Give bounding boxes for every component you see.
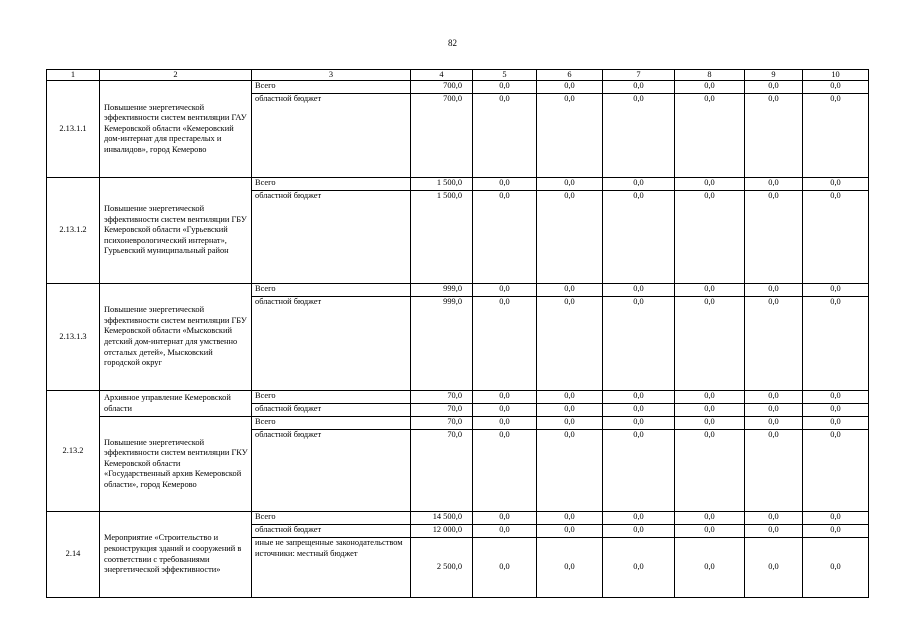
zero-cell: 0,0 [537, 191, 603, 284]
zero-cell: 0,0 [745, 178, 803, 191]
zero-cell: 0,0 [803, 297, 869, 391]
zero-cell: 0,0 [745, 94, 803, 178]
zero-cell: 0,0 [603, 94, 675, 178]
zero-cell: 0,0 [603, 178, 675, 191]
value-cell: 70,0 [411, 430, 473, 512]
zero-cell: 0,0 [803, 525, 869, 538]
zero-cell: 0,0 [473, 284, 537, 297]
zero-cell: 0,0 [803, 178, 869, 191]
value-cell: 700,0 [411, 94, 473, 178]
zero-cell: 0,0 [675, 525, 745, 538]
table-row [47, 81, 869, 94]
zero-cell: 0,0 [745, 391, 803, 404]
zero-cell: 0,0 [537, 525, 603, 538]
zero-cell: 0,0 [675, 284, 745, 297]
zero-cell: 0,0 [745, 404, 803, 417]
value-cell: 999,0 [411, 297, 473, 391]
zero-cell: 0,0 [803, 404, 869, 417]
row-code: 2.13.1.2 [47, 178, 100, 284]
zero-cell: 0,0 [473, 191, 537, 284]
zero-cell: 0,0 [603, 404, 675, 417]
zero-cell: 0,0 [473, 391, 537, 404]
zero-cell: 0,0 [473, 81, 537, 94]
source-label: Всего [252, 512, 411, 525]
zero-cell: 0,0 [473, 404, 537, 417]
table-row [47, 391, 869, 404]
zero-cell: 0,0 [745, 512, 803, 525]
zero-cell: 0,0 [603, 512, 675, 525]
row-name: Повышение энергетической эффективности систем вентиляции ГБУ Кемеровской области «Гурьевский психоневрологический интернат», Гурьевский муниципальный район [100, 178, 252, 284]
zero-cell: 0,0 [537, 512, 603, 525]
zero-cell: 0,0 [675, 81, 745, 94]
zero-cell: 0,0 [603, 538, 675, 598]
zero-cell: 0,0 [803, 81, 869, 94]
header-cell: 2 [100, 70, 252, 81]
value-cell: 70,0 [411, 417, 473, 430]
zero-cell: 0,0 [473, 430, 537, 512]
source-label: Всего [252, 391, 411, 404]
header-cell: 7 [603, 70, 675, 81]
header-cell: 8 [675, 70, 745, 81]
row-code: 2.13.1.3 [47, 284, 100, 391]
zero-cell: 0,0 [803, 417, 869, 430]
value-cell: 1 500,0 [411, 178, 473, 191]
table-row [47, 178, 869, 191]
zero-cell: 0,0 [537, 178, 603, 191]
row-code: 2.13.2 [47, 391, 100, 512]
zero-cell: 0,0 [537, 404, 603, 417]
source-label: иные не запрещенные законодательством источники: местный бюджет [252, 538, 411, 598]
zero-cell: 0,0 [537, 430, 603, 512]
header-cell: 6 [537, 70, 603, 81]
row-name: Повышение энергетической эффективности систем вентиляции ГБУ Кемеровской области «Мысковский детский дом-интернат для умственно отсталых детей», Мысковский городской округ [100, 284, 252, 391]
header-cell: 10 [803, 70, 869, 81]
source-label: областной бюджет [252, 525, 411, 538]
zero-cell: 0,0 [603, 297, 675, 391]
header-cell: 5 [473, 70, 537, 81]
zero-cell: 0,0 [603, 284, 675, 297]
value-cell: 2 500,0 [411, 538, 473, 598]
zero-cell: 0,0 [473, 297, 537, 391]
row-name: Архивное управление Кемеровской области [100, 391, 252, 417]
source-label: Всего [252, 284, 411, 297]
row-code: 2.14 [47, 512, 100, 598]
zero-cell: 0,0 [675, 538, 745, 598]
zero-cell: 0,0 [603, 417, 675, 430]
source-label: областной бюджет [252, 404, 411, 417]
zero-cell: 0,0 [537, 284, 603, 297]
zero-cell: 0,0 [803, 512, 869, 525]
row-name: Мероприятие «Строительство и реконструкция зданий и сооружений в соответствии с требованиями энергетической эффективности» [100, 512, 252, 598]
source-label: областной бюджет [252, 191, 411, 284]
zero-cell: 0,0 [537, 538, 603, 598]
source-label: Всего [252, 81, 411, 94]
zero-cell: 0,0 [473, 525, 537, 538]
header-cell: 1 [47, 70, 100, 81]
zero-cell: 0,0 [745, 430, 803, 512]
header-cell: 9 [745, 70, 803, 81]
zero-cell: 0,0 [745, 191, 803, 284]
zero-cell: 0,0 [745, 81, 803, 94]
table-row [47, 284, 869, 297]
source-label: областной бюджет [252, 430, 411, 512]
source-label: Всего [252, 417, 411, 430]
zero-cell: 0,0 [675, 417, 745, 430]
row-name: Повышение энергетической эффективности систем вентиляции ГАУ Кемеровской области «Кемеровский дом-интернат для престарелых и инвалидов», город Кемерово [100, 81, 252, 178]
zero-cell: 0,0 [803, 94, 869, 178]
zero-cell: 0,0 [603, 81, 675, 94]
zero-cell: 0,0 [473, 94, 537, 178]
value-cell: 12 000,0 [411, 525, 473, 538]
zero-cell: 0,0 [603, 191, 675, 284]
zero-cell: 0,0 [675, 191, 745, 284]
zero-cell: 0,0 [675, 512, 745, 525]
zero-cell: 0,0 [675, 391, 745, 404]
zero-cell: 0,0 [803, 391, 869, 404]
zero-cell: 0,0 [745, 284, 803, 297]
header-row [47, 70, 869, 81]
zero-cell: 0,0 [675, 178, 745, 191]
zero-cell: 0,0 [675, 404, 745, 417]
zero-cell: 0,0 [745, 297, 803, 391]
zero-cell: 0,0 [537, 297, 603, 391]
zero-cell: 0,0 [675, 430, 745, 512]
page-number: 82 [448, 38, 457, 48]
header-cell: 3 [252, 70, 411, 81]
zero-cell: 0,0 [603, 525, 675, 538]
zero-cell: 0,0 [745, 525, 803, 538]
budget-table [46, 69, 869, 598]
zero-cell: 0,0 [745, 417, 803, 430]
table-row [47, 417, 869, 430]
source-label: областной бюджет [252, 297, 411, 391]
zero-cell: 0,0 [803, 430, 869, 512]
zero-cell: 0,0 [603, 430, 675, 512]
zero-cell: 0,0 [473, 512, 537, 525]
zero-cell: 0,0 [803, 191, 869, 284]
zero-cell: 0,0 [603, 391, 675, 404]
value-cell: 1 500,0 [411, 191, 473, 284]
row-name: Повышение энергетической эффективности систем вентиляции ГКУ Кемеровской области «Государственный архив Кемеровской области», город Кемерово [100, 417, 252, 512]
zero-cell: 0,0 [803, 538, 869, 598]
zero-cell: 0,0 [537, 417, 603, 430]
zero-cell: 0,0 [473, 417, 537, 430]
value-cell: 700,0 [411, 81, 473, 94]
value-cell: 999,0 [411, 284, 473, 297]
zero-cell: 0,0 [537, 81, 603, 94]
zero-cell: 0,0 [537, 94, 603, 178]
zero-cell: 0,0 [675, 297, 745, 391]
zero-cell: 0,0 [473, 538, 537, 598]
zero-cell: 0,0 [537, 391, 603, 404]
row-code: 2.13.1.1 [47, 81, 100, 178]
zero-cell: 0,0 [473, 178, 537, 191]
value-cell: 70,0 [411, 404, 473, 417]
source-label: Всего [252, 178, 411, 191]
source-label: областной бюджет [252, 94, 411, 178]
table-row [47, 512, 869, 525]
header-cell: 4 [411, 70, 473, 81]
zero-cell: 0,0 [745, 538, 803, 598]
value-cell: 70,0 [411, 391, 473, 404]
zero-cell: 0,0 [803, 284, 869, 297]
value-cell: 14 500,0 [411, 512, 473, 525]
zero-cell: 0,0 [675, 94, 745, 178]
